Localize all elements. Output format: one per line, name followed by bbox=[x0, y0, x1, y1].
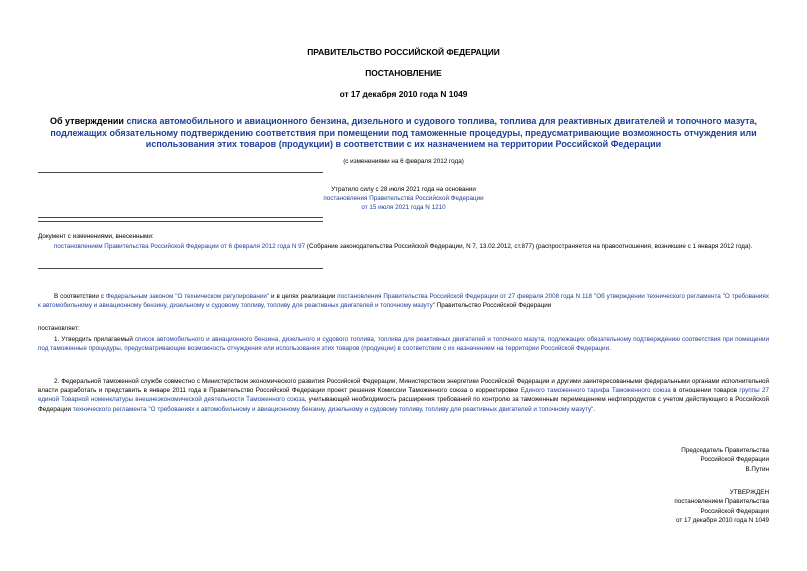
header-government: ПРАВИТЕЛЬСТВО РОССИЙСКОЙ ФЕДЕРАЦИИ bbox=[307, 47, 500, 57]
title-prefix: Об утверждении bbox=[49, 116, 127, 126]
item-1-text: . bbox=[609, 345, 611, 353]
signature-country: Российской Федерации bbox=[700, 456, 769, 464]
repeal-link-2[interactable]: от 15 июля 2021 года N 1210 bbox=[361, 204, 446, 211]
signature-name: В.Путин bbox=[745, 465, 769, 473]
item-2-text: . bbox=[593, 405, 596, 413]
preamble-text: и в целях реализации bbox=[269, 293, 338, 300]
preamble-text: Правительство Российской Федерации bbox=[435, 302, 552, 310]
document-title bbox=[40, 116, 767, 151]
technical-regulation-link[interactable]: технического регламента "О требованиях к автомобильному и авиационному бензину, дизельному и судовому топливу, топливу для реактивных двигателей и топочному мазуту" bbox=[72, 405, 594, 413]
changes-heading: Документ с изменениями, внесенными: bbox=[38, 233, 154, 240]
resolves-word: постановляет: bbox=[38, 325, 80, 332]
item-2-paragraph bbox=[38, 377, 769, 414]
signature-position: Председатель Правительства bbox=[681, 447, 769, 454]
resolution-118-link[interactable]: постановления Правительства Российской Федерации от 27 февраля 2008 года N 118 "Об утверждении технического регламента "О требованиях к автомобильному и авиационному бензину, дизельному и судовому топливу, топливу для реактивных двигателей и топочному мазуту" bbox=[38, 293, 769, 310]
item-2-text: 2. Федеральной таможенной службе совместно с Министерством экономического развития Российской Федерации, Министерством энергетики Российской Федерации и другими заинтересованными федеральными органами исполнительной власти разработать и представить в январе 2011 года в Правительство Российской Федерации проект решения Комиссии Таможенного союза о корректировке bbox=[38, 378, 769, 395]
repeal-link-1[interactable]: постановления Правительства Российской Федерации bbox=[323, 195, 484, 202]
approval-line: Российской Федерации bbox=[700, 507, 769, 515]
changes-tail: (Собрание законодательства Российской Федерации, N 7, 13.02.2012, ст.877) (распространяется на правоотношения, возникшие с 1 января 2012 года). bbox=[305, 243, 753, 250]
amendments-note: (с изменениями на 6 февраля 2012 года) bbox=[343, 158, 464, 165]
divider bbox=[38, 221, 323, 222]
title-link[interactable]: списка автомобильного и авиационного бензина, дизельного и судового топлива, топлива для реактивных двигателей и топочного мазута, подлежащих обязательному подтверждению соответствия при помещении под таможенные процедуры, предусматривающие возможность отчуждения или использования этих товаров (продукции) в соответствии с их назначением на территории Российской Федерации bbox=[50, 116, 758, 149]
header-date-number: от 17 декабря 2010 года N 1049 bbox=[339, 89, 468, 99]
item-1-paragraph bbox=[38, 335, 769, 353]
changes-link[interactable]: постановлением Правительства Российской Федерации от 6 февраля 2012 года N 97 bbox=[54, 243, 306, 250]
divider bbox=[38, 268, 323, 269]
item-2-text: в отношении товаров bbox=[670, 387, 740, 395]
approval-line: от 17 декабря 2010 года N 1049 bbox=[675, 517, 769, 525]
approval-block bbox=[549, 488, 769, 526]
changes-paragraph bbox=[38, 242, 769, 251]
group-27-link[interactable]: группы 27 единой Товарной номенклатуры внешнеэкономической деятельности Таможенного союза bbox=[38, 387, 769, 404]
list-link[interactable]: список автомобильного и авиационного бензина, дизельного и судового топлива, топлива для реактивных двигателей и топочного мазута, подлежащих обязательному подтверждению соответствия при помещении под таможенные процедуры, предусматривающие возможность отчуждения или использования этих товаров (продукции) в соответствии с их назначением на территории Российской Федерации bbox=[38, 336, 770, 353]
divider bbox=[38, 172, 323, 173]
item-1-text: 1. Утвердить прилагаемый bbox=[54, 336, 135, 343]
preamble-text: В соответствии с bbox=[54, 293, 106, 300]
item-2-text: , учитывающей необходимость расширения требований по контролю за таможенным перемещением нефтепродуктов с учетом действующего в Российской Федерации bbox=[38, 396, 770, 413]
preamble-paragraph bbox=[38, 292, 769, 310]
divider bbox=[38, 217, 323, 218]
header-doc-type: ПОСТАНОВЛЕНИЕ bbox=[365, 68, 442, 78]
federal-law-link[interactable]: Федеральным законом "О техническом регулировании" bbox=[105, 293, 270, 300]
customs-tariff-link[interactable]: Единого таможенного тарифа Таможенного союза bbox=[520, 387, 671, 395]
approval-title: УТВЕРЖДЕН bbox=[729, 489, 769, 496]
signature-block bbox=[549, 446, 769, 474]
approval-line: постановлением Правительства bbox=[674, 498, 769, 506]
repeal-line: Утратило силу с 28 июля 2021 года на основании bbox=[331, 186, 476, 193]
